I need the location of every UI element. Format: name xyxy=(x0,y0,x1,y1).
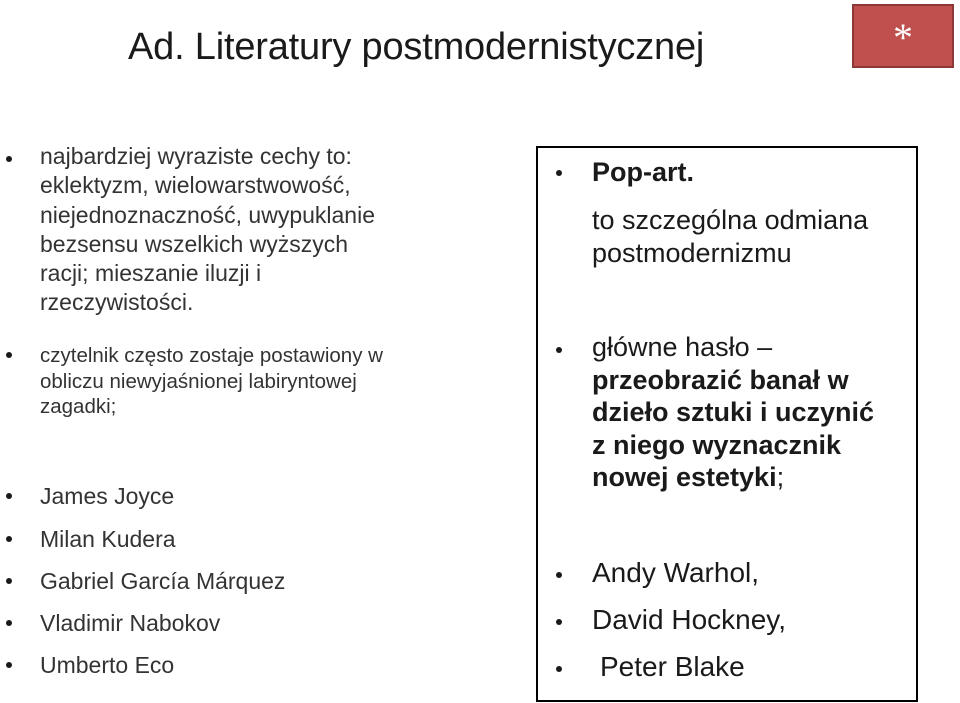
slide-title: Ad. Literatury postmodernistycznej xyxy=(128,26,705,68)
motto-line: dzieło sztuki i uczynić xyxy=(592,397,875,427)
bullet-icon xyxy=(6,620,12,626)
text-line: to szczególna odmiana xyxy=(592,205,869,235)
motto-line: przeobrazić banał w xyxy=(592,364,849,395)
reader-paragraph xyxy=(40,343,383,420)
text-line: rzeczywistości. xyxy=(40,289,194,316)
features-paragraph xyxy=(40,142,375,318)
motto-intro: główne hasło – xyxy=(592,332,773,362)
motto-line: nowej estetyki xyxy=(592,462,777,492)
text-line: zagadki; xyxy=(40,395,117,418)
artist-item: Andy Warhol, xyxy=(592,557,760,588)
bullet-icon xyxy=(556,170,562,176)
bullet-icon xyxy=(556,666,562,672)
artist-item: David Hockney, xyxy=(592,604,787,635)
text-line: czytelnik często zostaje postawiony w xyxy=(40,344,383,367)
text-line: eklektyzm, wielowarstwowość, xyxy=(40,172,351,199)
bullet-icon xyxy=(6,352,12,358)
bullet-icon xyxy=(6,493,12,499)
author-item: Gabriel García Márquez xyxy=(40,568,286,594)
asterisk-badge: * xyxy=(852,4,954,68)
motto-line: z niego wyznacznik xyxy=(592,429,842,460)
text-line: niejednoznaczność, uwypuklanie xyxy=(40,201,375,228)
pop-art-description xyxy=(592,204,868,269)
motto-end: ; xyxy=(776,462,785,492)
author-item: James Joyce xyxy=(40,483,175,509)
author-item: Umberto Eco xyxy=(40,652,175,678)
motto-paragraph xyxy=(592,331,874,494)
text-line: obliczu niewyjaśnionej labiryntowej xyxy=(40,369,357,393)
bullet-icon xyxy=(6,662,12,668)
bullet-icon xyxy=(6,156,12,162)
author-item: Milan Kudera xyxy=(40,526,176,552)
text-line: postmodernizmu xyxy=(592,237,792,268)
artist-item: Peter Blake xyxy=(600,651,745,682)
bullet-icon xyxy=(556,572,562,578)
author-item: Vladimir Nabokov xyxy=(40,610,221,636)
motto-last-line xyxy=(592,461,874,494)
pop-art-heading: Pop-art. xyxy=(592,157,695,187)
bullet-icon xyxy=(6,578,12,584)
bullet-icon xyxy=(556,619,562,625)
text-line: bezsensu wszelkich wyższych xyxy=(40,230,349,257)
text-line: najbardziej wyraziste cechy to: xyxy=(40,143,352,169)
text-line: racji; mieszanie iluzji i xyxy=(40,260,262,287)
bullet-icon xyxy=(556,347,562,353)
bullet-icon xyxy=(6,536,12,542)
